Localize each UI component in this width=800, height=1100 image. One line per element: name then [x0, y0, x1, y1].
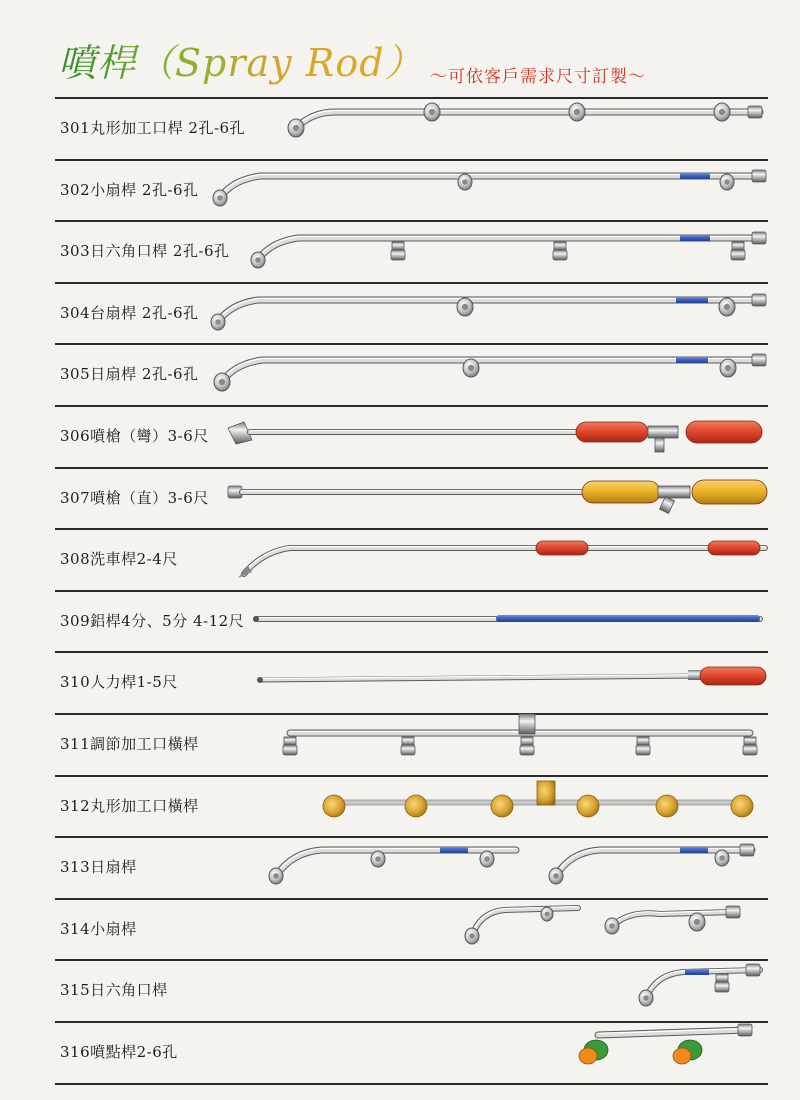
rod-outline [244, 548, 765, 574]
nozzle-hole [724, 179, 730, 185]
product-label: 309鋁桿4分、5分 4-12尺 [60, 611, 245, 630]
nozzle-cap [743, 745, 757, 755]
end-tip [253, 616, 259, 622]
orange-tip [579, 1048, 597, 1064]
nozzle-cap [520, 745, 534, 755]
grip [576, 422, 648, 442]
rod-outline [472, 908, 578, 936]
nozzle-cap [283, 745, 297, 755]
end-cap [752, 232, 766, 244]
brass-nozzle [656, 795, 678, 817]
grip [686, 421, 762, 443]
valve-stem [655, 438, 664, 452]
product-label: 315日六角口桿 [60, 981, 168, 1000]
nozzle-body [732, 242, 744, 250]
nozzle-hole [609, 923, 615, 929]
title-main: 噴桿（Spray Rod） [58, 41, 424, 85]
nozzle-hole [574, 109, 580, 115]
nozzle-cap [731, 250, 745, 260]
rod [296, 112, 760, 128]
rod [244, 548, 765, 574]
blue-band [680, 847, 708, 853]
nozzle-hole [469, 933, 475, 939]
product-label: 308洗車桿2-4尺 [60, 550, 178, 569]
nozzle-hole [484, 856, 490, 862]
nozzle-hole [217, 195, 223, 201]
aluminum-section [496, 615, 760, 622]
title-subtitle: ～可依客戶需求尺寸訂製～ [430, 67, 646, 87]
end-cap [752, 294, 766, 306]
nozzle-body [521, 737, 533, 745]
product-label: 312丸形加工口橫桿 [60, 796, 199, 815]
blue-band [680, 235, 710, 241]
blue-band [440, 847, 468, 853]
grip [700, 667, 766, 685]
product-label: 316噴點桿2-6孔 [60, 1043, 178, 1061]
end-cap [738, 1024, 752, 1036]
blue-band [676, 297, 708, 303]
product-label: 307噴槍（直）3-6尺 [60, 488, 209, 507]
end-cap [752, 170, 766, 182]
nozzle-cap [391, 250, 405, 260]
grip [692, 480, 767, 504]
nozzle-cap [636, 745, 650, 755]
product-label: 311調節加工口橫桿 [60, 735, 199, 753]
end-cap [752, 354, 766, 366]
end-tip [257, 677, 263, 683]
rod-outline [222, 360, 760, 382]
grip [582, 481, 660, 503]
blue-band [676, 357, 708, 363]
product-label: 314小扇桿 [60, 919, 137, 938]
valve [648, 426, 678, 438]
end-cap [740, 844, 754, 856]
rod-outline [258, 238, 760, 260]
rod [276, 850, 516, 876]
grip [536, 541, 588, 555]
rod-outline [218, 300, 760, 322]
nozzle-body [744, 737, 756, 745]
product-label: 305日扇桿 2孔-6孔 [60, 365, 199, 384]
nozzle-cap [715, 982, 729, 992]
brass-inlet [537, 781, 555, 805]
product-label: 310人力桿1-5尺 [60, 673, 178, 692]
product-label: 303日六角口桿 2孔-6孔 [60, 242, 230, 261]
valve-stem [660, 497, 675, 514]
product-label: 302小扇桿 2孔-6孔 [60, 180, 199, 199]
nozzle-hole [255, 257, 261, 263]
nozzle-hole [725, 365, 731, 371]
nozzle-body [402, 737, 414, 745]
product-label: 301丸形加工口桿 2孔-6孔 [60, 119, 246, 137]
nozzle-hole [462, 179, 468, 185]
nozzle-body [716, 974, 728, 982]
nozzle-hole [719, 109, 725, 115]
nozzle-hole [643, 995, 649, 1001]
end-cap [748, 106, 762, 118]
nozzle-hole [215, 319, 221, 325]
nozzle-hole [375, 856, 381, 862]
manifold-rod [330, 800, 740, 805]
nozzle-body [284, 737, 296, 745]
nozzle-cap [401, 745, 415, 755]
nozzle-hole [694, 919, 700, 925]
orange-tip [673, 1048, 691, 1064]
brass-nozzle [731, 795, 753, 817]
nozzle-hole [545, 912, 550, 917]
nozzle-hole [719, 855, 725, 861]
nozzle-hole [462, 304, 468, 310]
nozzle-hole [724, 304, 730, 310]
end-cap [726, 906, 740, 918]
nozzle-hole [553, 873, 559, 879]
nozzle-body [637, 737, 649, 745]
nozzle-cap [553, 250, 567, 260]
brass-nozzle [577, 795, 599, 817]
nozzle-hole [273, 873, 279, 879]
product-label: 304台扇桿 2孔-6孔 [60, 303, 199, 322]
blue-band [680, 173, 710, 179]
nozzle-hole [468, 365, 474, 371]
blue-band [685, 969, 709, 975]
rod-outline [220, 176, 760, 198]
nozzle-hole [219, 379, 225, 385]
brass-nozzle [323, 795, 345, 817]
end-cap [746, 964, 760, 976]
nozzle-hole [429, 109, 435, 115]
valve [658, 486, 690, 498]
grip [708, 541, 760, 555]
brass-nozzle [405, 795, 427, 817]
product-label: 306噴槍（彎）3-6尺 [60, 427, 209, 445]
product-label: 313日扇桿 [60, 858, 137, 877]
nozzle-hole [293, 125, 299, 131]
nozzle-body [554, 242, 566, 250]
nozzle-body [392, 242, 404, 250]
brass-nozzle [491, 795, 513, 817]
center-tee [519, 714, 535, 734]
